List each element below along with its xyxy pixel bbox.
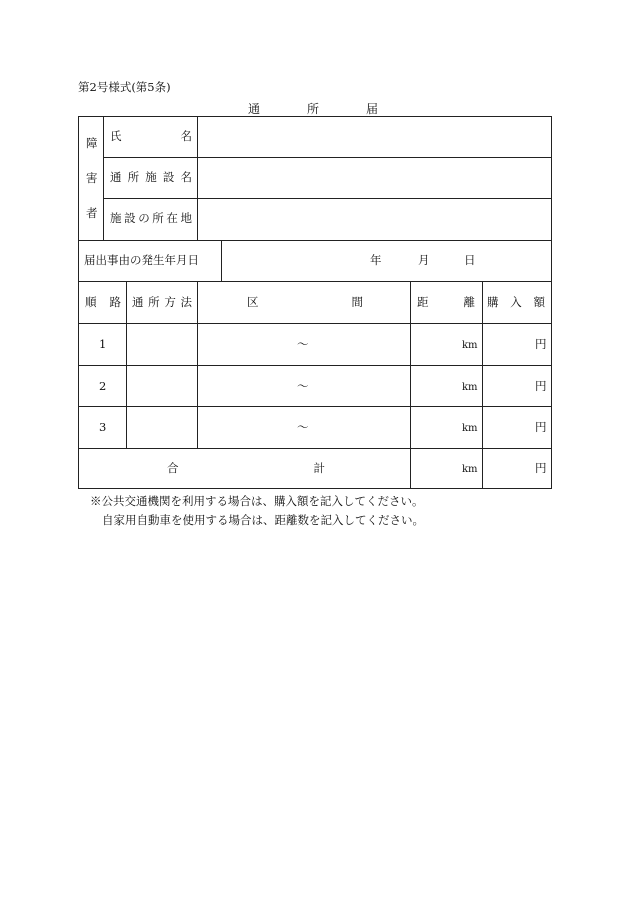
- row-tilde: ～: [297, 379, 309, 393]
- facility-name-label: 通 所 施 設 名: [110, 170, 192, 184]
- title-char: 通: [248, 102, 261, 116]
- row-km-unit: km: [462, 382, 478, 393]
- title-char: 届: [365, 102, 378, 116]
- document-title: [248, 100, 378, 117]
- date-month: 月: [418, 253, 430, 267]
- row-number: 3: [99, 420, 107, 434]
- row-km-unit: km: [462, 423, 478, 434]
- row-yen-unit: 円: [535, 379, 547, 393]
- form-number: 第2号様式(第5条): [78, 80, 171, 94]
- name-label: 氏 名: [110, 129, 192, 143]
- row-tilde: ～: [297, 420, 309, 434]
- col-divider: [410, 281, 411, 489]
- row-number: 2: [99, 379, 107, 393]
- col-divider: [482, 281, 483, 489]
- date-day: 日: [464, 253, 476, 267]
- name-field[interactable]: [198, 117, 552, 157]
- col-divider: [197, 281, 198, 448]
- date-label: 届出事由の発生年月日: [84, 253, 199, 267]
- row-number: 1: [99, 337, 107, 351]
- row-yen-unit: 円: [535, 420, 547, 434]
- note-private-car: 自家用自動車を使用する場合は、距離数を記入してください。: [102, 513, 424, 527]
- applicant-label-char: 者: [86, 206, 98, 220]
- header-order: 順 路: [85, 295, 121, 309]
- total-yen-unit: 円: [535, 461, 547, 475]
- col-divider: [126, 281, 127, 448]
- row-tilde: ～: [297, 337, 309, 351]
- header-purchase: 購 入 額: [487, 295, 545, 309]
- header-method: 通 所 方 法: [132, 295, 192, 309]
- header-distance: 距 離: [417, 295, 475, 309]
- date-field[interactable]: [222, 241, 552, 281]
- header-section: 区 間: [247, 295, 363, 309]
- facility-address-label: 施 設 の 所 在 地: [110, 211, 192, 225]
- col-divider: [103, 117, 104, 240]
- total-km-unit: km: [462, 464, 478, 475]
- row-km-unit: km: [462, 340, 478, 351]
- date-year: 年: [370, 253, 382, 267]
- applicant-label-char: 害: [86, 171, 98, 185]
- note-public-transport: ※公共交通機関を利用する場合は、購入額を記入してください。: [90, 494, 424, 508]
- total-label: 合 計: [167, 461, 325, 475]
- facility-name-field[interactable]: [198, 158, 552, 198]
- facility-address-field[interactable]: [198, 199, 552, 239]
- row-yen-unit: 円: [535, 337, 547, 351]
- form-table: [78, 116, 552, 489]
- title-char: 所: [306, 102, 319, 116]
- applicant-label-char: 障: [86, 136, 98, 150]
